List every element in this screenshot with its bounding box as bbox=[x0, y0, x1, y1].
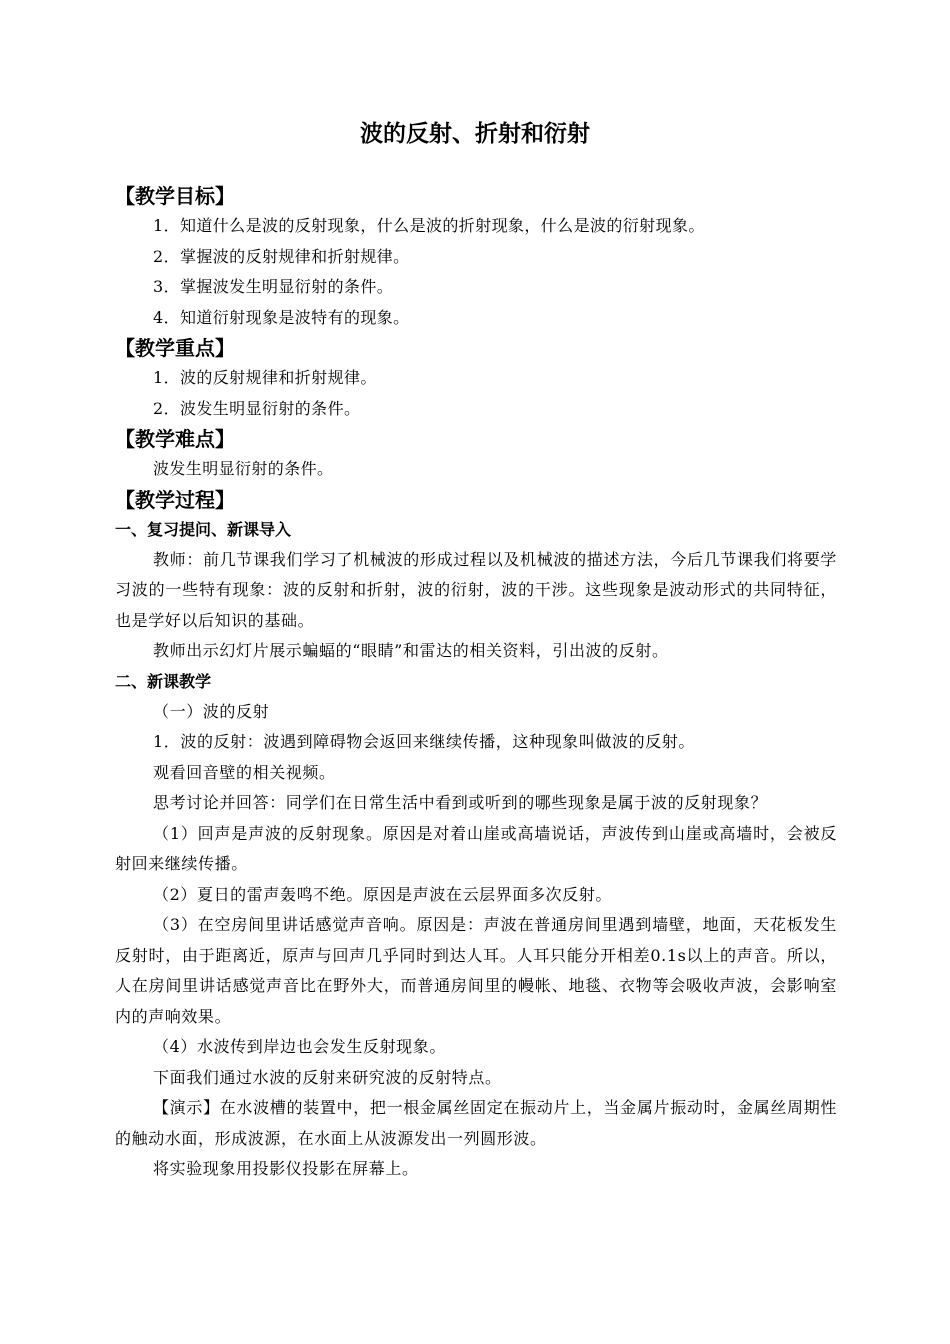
objective-item: 1．知道什么是波的反射现象，什么是波的折射现象，什么是波的衍射现象。 bbox=[153, 216, 705, 235]
objective-item: 3．掌握波发生明显衍射的条件。 bbox=[153, 277, 394, 296]
paragraph: 将实验现象用投影仪投影在屏幕上。 bbox=[153, 1159, 419, 1178]
key-point-item: 1．波的反射规律和折射规律。 bbox=[153, 368, 377, 387]
difficulty-text: 波发生明显衍射的条件。 bbox=[153, 459, 334, 478]
paragraph: 教师出示幻灯片展示蝙蝠的“眼睛”和雷达的相关资料，引出波的反射。 bbox=[153, 641, 669, 660]
paragraph: 1．波的反射：波遇到障碍物会返回来继续传播，这种现象叫做波的反射。 bbox=[153, 732, 695, 751]
paragraph: 教师：前几节课我们学习了机械波的形成过程以及机械波的描述方法，今后几节课我们将要学习波的一些特有现象：波的反射和折射，波的衍射，波的干涉。这些现象是波动形式的共同特征，也是学好以后知识的基础。 bbox=[115, 549, 837, 630]
paragraph: 下面我们通过水波的反射来研究波的反射特点。 bbox=[153, 1067, 502, 1087]
subsection-heading: （一）波的反射 bbox=[153, 701, 270, 721]
paragraph: 思考讨论并回答：同学们在日常生活中看到或听到的哪些现象是属于波的反射现象？ bbox=[153, 793, 768, 812]
document-body bbox=[115, 181, 837, 1185]
example-item: （4）水波传到岸边也会发生反射现象。 bbox=[153, 1037, 446, 1056]
key-point-item: 2．波发生明显衍射的条件。 bbox=[153, 398, 361, 418]
section2-heading: 二、新课教学 bbox=[115, 671, 212, 691]
objective-item: 2．掌握波的反射规律和折射规律。 bbox=[153, 246, 410, 266]
objective-item: 4．知道衍射现象是波特有的现象。 bbox=[153, 307, 410, 327]
section1-heading: 一、复习提问、新课导入 bbox=[115, 519, 292, 539]
process-heading: 【教学过程】 bbox=[115, 487, 235, 512]
key-points-heading: 【教学重点】 bbox=[115, 336, 235, 360]
objectives-heading: 【教学目标】 bbox=[115, 184, 235, 208]
difficulties-heading: 【教学难点】 bbox=[115, 427, 235, 451]
document-title: 波的反射、折射和衍射 bbox=[360, 121, 590, 147]
example-item: （1）回声是声波的反射现象。原因是对着山崖或高墙说话，声波传到山崖或高墙时，会被反射回来继续传播。 bbox=[115, 823, 837, 873]
example-item: （2）夏日的雷声轰鸣不绝。原因是声波在云层界面多次反射。 bbox=[153, 884, 612, 904]
paragraph: 观看回音壁的相关视频。 bbox=[153, 762, 336, 782]
example-item: （3）在空房间里讲话感觉声音响。原因是：声波在普通房间里遇到墙壁，地面，天花板发生反射时，由于距离近，原声与回声几乎同时到达人耳。人耳只能分开相差0.1s以上的声音。所以，人在房间里讲话感觉声音比在野外大，而普通房间里的幔帐、地毯、衣物等会吸收声波，会影响室内的声响效果。 bbox=[115, 915, 837, 1026]
demo-paragraph: 【演示】在水波槽的装置中，把一根金属丝固定在振动片上，当金属片振动时，金属丝周期性的触动水面，形成波源，在水面上从波源发出一列圆形波。 bbox=[115, 1098, 837, 1148]
